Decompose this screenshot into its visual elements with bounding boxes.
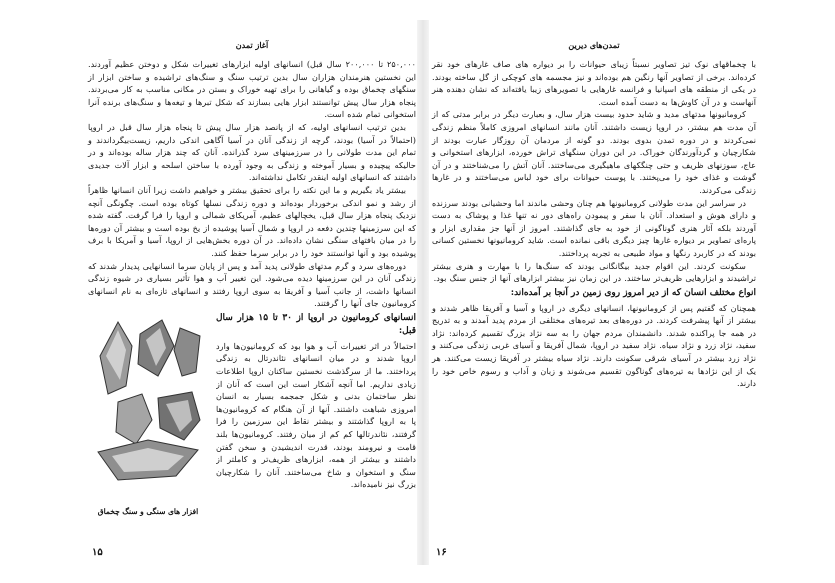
stone-tools-illustration: [88, 316, 208, 496]
book-gutter: [417, 20, 429, 565]
stone-tools-figure: [88, 316, 208, 516]
section-heading: انواع مختلف انسان که از دیر امروز روی زمین در آنجا بر آمده‌اند:: [510, 287, 756, 298]
page-header: تمدن‌های دیرین: [568, 40, 620, 50]
page-number: ۱۶: [436, 547, 447, 558]
paragraph: احتمالاً در اثر تغییرات آب و هوا بود که کرومانیون‌ها وارد اروپا شدند و در میان انسانهای نئاندرتال به زندگی پرداختند. ما از سرگذشت نخستین ساکنان اروپا اطلاعات زیادی نداریم. اما آنچه آشکار است این است که آنان از نظر ساختمان بدنی و شکل جمجمه بسیار به انسان امروزی شباهت داشتند. آنها از آن هنگام که کرومانیون‌ها پا به اروپا گذاشتند و بیشتر نقاط این سرزمین را فرا گرفتند، نئاندرتالها کم کم از میان رفتند. کرومانیون‌ها بلند قامت و نیرومند بودند، قدرت اندیشیدن و سخن گفتن داشتند و بیشتر از همه، ابزارهای ظریف‌تر و کاملتر از سنگ و استخوان و شاخ می‌ساختند. آنان را شکارچیان بزرگ نیز نامیده‌اند.: [216, 340, 416, 490]
figure-caption: افزار های سنگی و سنگ چخماق: [97, 506, 199, 516]
page-header: آغاز تمدن: [235, 40, 269, 50]
paragraph: در سراسر این مدت طولانی کرومانیونها هم چنان وحشی ماندند اما وحشیانی بودند سرزنده و دارای هوش و استعداد. آنان با سفر و پیمودن راه‌های دور نه تنها غذا و پوشاک به دست آوردند بلکه آثار هنری گوناگونی از خود به جای گذاشتند. امروز از آنها جز مقداری ابزار و پاره‌ای تصاویر بر دیواره غارها چیز دیگری باقی نمانده است. شاید کرومانیونها نخستین کسانی بودند که در کاربرد رنگها و مواد طبیعی به تجربه پرداختند.: [432, 197, 756, 258]
page-number: ۱۵: [92, 547, 103, 558]
left-page: [88, 38, 416, 558]
paragraph: بیشتر یاد بگیریم و ما این نکته را برای تحقیق بیشتر و خواهیم داشت زیرا آنان انسانها ظاهراً از رشد و نمو اندکی برخوردار بوده‌اند و دوره زندگی نسلها کوتاه بوده است. چگونگی آنچه نزدیک پنجاه هزار سال قبل، یخچالهای عظیم، آمریکای شمالی و اروپا را فرا گرفت. گفته شده که این سرزمینها چندین دفعه در اروپا و شمال آسیا پوشیده از یخ بوده است و بیشتر آن دوره‌ها را در میان بافتهای سنگی نشان داده‌اند. در آن دوره بخش‌هایی از اروپا، آسیا و آمریکا با برف پوشیده بود و آنها توانستند خود را در برابر سرما حفظ کنند.: [88, 184, 416, 258]
figure-side-text: [216, 310, 416, 491]
paragraph: دوره‌های سرد و گرم مدتهای طولانی پدید آمد و پس از پایان سرما انسانهایی پدیدار شدند که زندگی آنان در این سرزمینها دیده می‌شود. این تغییر آب و هوا تأثیر بسیاری در شیوه زندگی انسانها داشت، از جانب آسیا و آفریقا به سوی اروپا رفتند و انسانهای تازه‌ای به نام انسانهای کرومانیون جای آنها را گرفتند.: [88, 260, 416, 309]
paragraph: کرومانیونها مدتهای مدید و شاید حدود بیست هزار سال، و بعبارت دیگر در برابر مدتی که از آن مدت هم بیشتر، در اروپا زیست داشتند. آنان مانند انسانهای امروزی کاملاً منظم زندگی نمی‌کردند و در دوره تمدن بدوی بودند. دو گونه از مردمان آن روزگار عبارت بودند از شکارچیان و گردآورندگان خوراک. در این دوران سنگهای تراش خورده، ابزارهای استخوانی و عاج، سوزنهای ظریف و حتی چنگکهای ماهیگیری می‌ساختند. آنان آتش را می‌شناختند و در آن گوشت و غذای خود را می‌پختند. با پوست حیوانات برای خود لباس می‌ساختند و در غارها زندگی می‌کردند.: [432, 109, 756, 195]
section-heading: انسانهای کرومانیون در اروپا از ۳۰ تا ۱۵ هزار سال قبل:: [216, 312, 416, 336]
paragraph: بدین ترتیب انسانهای اولیه، که از پانصد هزار سال پیش تا پنجاه هزار سال قبل در اروپا (احتمالاً در آسیا) بودند، گرچه از زندگی آنان در آسیا آگاهی اندکی داریم، زیست‌بیگرداندند و تمام این مدت طولانی را در سرزمینهای سرد گذرانده. آنان که چند هزار ساله بوده‌اند و در حالیکه پیچیده و بسیار آموخته و زندگی به وجود آورده با ساختن اسلحه و ابزار آلات جدیدی داشتند که انسانهای اولیه اینقدر تکامل نداشته‌اند.: [88, 121, 416, 183]
right-page: [432, 38, 756, 558]
paragraph: سکونت کردند. این اقوام جدید بیگانگانی بودند که سنگ‌ها را با مهارت و هنری بیشتر تراشیدند و ابزارهایی ظریف‌تر ساختند. در این زمان نیز بیشتر ابزارهای آنها از جنس سنگ بود.: [432, 260, 756, 284]
paragraph: همچنان که گفتیم پس از کرومانیونها، انسانهای دیگری در اروپا و آسیا و آفریقا ظاهر شدند و بیشتر از آنها پیشرفت کردند. در دوره‌های بعد تیره‌های مختلفی از مردم پدید آمدند و به تدریج در همه جا پراکنده شدند. دانشمندان مردم جهان را به سه نژاد بزرگ تقسیم کرده‌اند: نژاد سفید، نژاد زرد و نژاد سیاه. نژاد سفید در اروپا، شمال آفریقا و آسیای غربی زندگی می‌کنند و نژاد زرد بیشتر در آسیای شرقی سکونت دارند. نژاد سیاه بیشتر در آفریقا زیست می‌کنند. هر یک از این نژادها به تیره‌های گوناگون تقسیم می‌شوند و زبان و آداب و رسوم خاص خود را دارند.: [432, 302, 756, 389]
paragraph: با چخماقهای نوک تیز تصاویر نسبتاً زیبای حیوانات را بر دیواره های صاف غارهای خود نقر کرده‌اند. برخی از تصاویر آنها رنگین هم بوده‌اند و نیز مجسمه های کوچکی از گل ساخته بودند. در یکی از منطقه های اسپانیا و فرانسه غارهایی با تصویرهای زیبا یافته‌اند که نشان دهنده هنر آنهاست و در آن کاوش‌ها به دست آمده است.: [432, 59, 756, 107]
paragraph: ۲۵۰,۰۰۰ تا ۲۰۰,۰۰۰ سال قبل) انسانهای اولیه ابزارهای تغییرات شکل و دوختن عظیم آوردند. این نخستین هنرمندان هزاران سال بدین ترتیب سنگ و سنگ‌های تراشیده و ساختن ابزار از سنگهای چخماق بوده و گیاهانی را برای تهیه خوراک و بستن در مکانی مناسب به کار می‌بردند. پنجاه هزار سال پیش توانستند ابزار هایی بسازند که شکل تبرها و تیغه‌ها و سنگ‌های برنده آنرا استخوانی تمام شده است.: [88, 59, 416, 120]
